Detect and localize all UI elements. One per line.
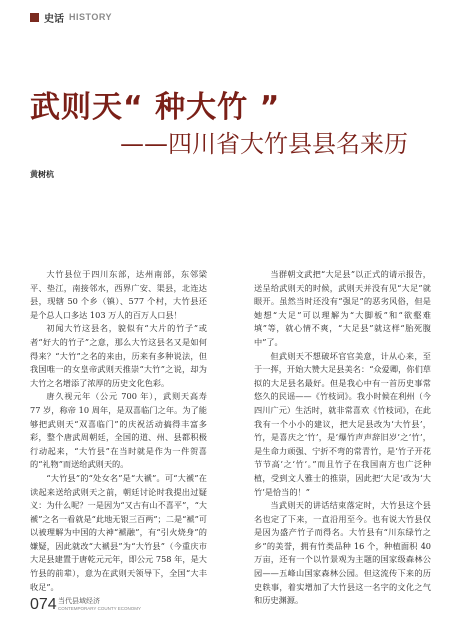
section-tag — [30, 10, 112, 24]
paragraph: 初闻大竹这县名，貌似有“大片的竹子”或者“好大的竹子”之意，那么大竹这县名又是如何得来？“大竹”之名的来由，历来有多种说法，但我国唯一的女皇帝武则天推崇“大竹”之说，却为大竹之名增添了浓厚的历史文化色彩。 — [30, 323, 207, 388]
magazine-name-cn: 当代县域经济 — [58, 597, 100, 605]
right-column — [254, 268, 431, 608]
author-name: 黄树杭 — [30, 170, 54, 179]
paragraph: 唐久视元年（公元 700 年），武则天高寿 77 岁，称帝 10 周年，是双喜临门之年。为了能够把武则天“双喜临门”的庆祝活动搞得丰富多彩，整个唐武周朝廷，全国的道、州、县都积极行动起来，“大竹县”在当时就是作为一件贺喜的“礼物”而送给武则天的。 — [30, 391, 207, 470]
footer-magazine — [58, 596, 141, 611]
paragraph: 当武则天的讲话结束落定时，大竹县这个县名也定了下来，一直沿用至今。也有说大竹县仅是因为盛产竹子而得名。大竹县有“川东绿竹之乡”的美誉，拥有竹类品种 16 个，种植面积 40 万亩，还有一个以竹景观为主题的国家级森林公园——五峰山国家森林公园。但这流传下来的历史轶事，着实增加了大竹县这一名字的文化之气和历史渊源。 — [254, 500, 431, 606]
paragraph: 但武则天不想破坏官官美意，计从心来，至于一挥，开始大赞大足县美名：“众爱卿，你们草拟的大足县名最好。但是我心中有一首历史事常悠久的民谣——《竹枝词》。我小时候在利州（今四川广元）生活时，就非常喜欢《竹枝词》，在此我有一个小小的建议，把大足县改为‘大竹县’，竹，是喜庆之‘竹’，是‘爆竹声声辞旧岁’之‘竹’，是生命力顽强、宁折不弯的常青竹，是‘竹子开花节节高’之‘竹’。”而且竹子在我国南方也广泛种植，受到文人雅士的推崇，因此把‘大足’改为‘大竹’是恰当的！” — [254, 350, 431, 497]
paragraph: 当群朝文武把“大足县”以正式的请示报告，送呈给武则天的时候，武则天并没有见“大足”就眼开。虽然当时还没有“强足”的恶劣风俗，但是她想“大足”可以理解为“大脚板”和“欲壑难填”等，就心情不爽，“大足县”就这样“胎死腹中”了。 — [254, 269, 431, 347]
section-label-cn: 史话 — [44, 13, 64, 25]
section-label-en: HISTORY — [69, 12, 113, 22]
paragraph: “大竹县”的“处女名”是“大褫”。可“大褫”在读起来送给武则天之前，朝廷讨论时我提出过疑义：为什么呢？一是因为“又古有山不喜平”，“大褫”之名一看就是“此地无银三百两”；二是“褫”可以被理解为中国的大神“褫融”，有“引火烧身”的嫌疑，因此就改“大褫县”为“大竹县”（今重庆市大足县建置于唐乾元元年，即公元 758 年，是大竹县的前辈），意为在武则天领导下，全国“大丰收足”。 — [30, 472, 207, 592]
page-number: 074 — [30, 596, 57, 613]
section-marker-icon — [30, 13, 39, 22]
article-subtitle: ——四川省大竹县县名来历 — [120, 130, 408, 158]
article-title: 武则天“ 种大竹 ” — [30, 90, 281, 125]
magazine-name-en: CONTEMPORARY COUNTY ECONOMY — [58, 606, 142, 611]
left-column — [30, 268, 207, 594]
paragraph: 大竹县位于四川东部，达州南部，东邻梁平、垫江，南接邻水，西界广安、渠县，北连达县，现辖 50 个乡（镇）、577 个村，大竹县还是个总人口多达 103 万人的百万人口县！ — [30, 269, 207, 320]
